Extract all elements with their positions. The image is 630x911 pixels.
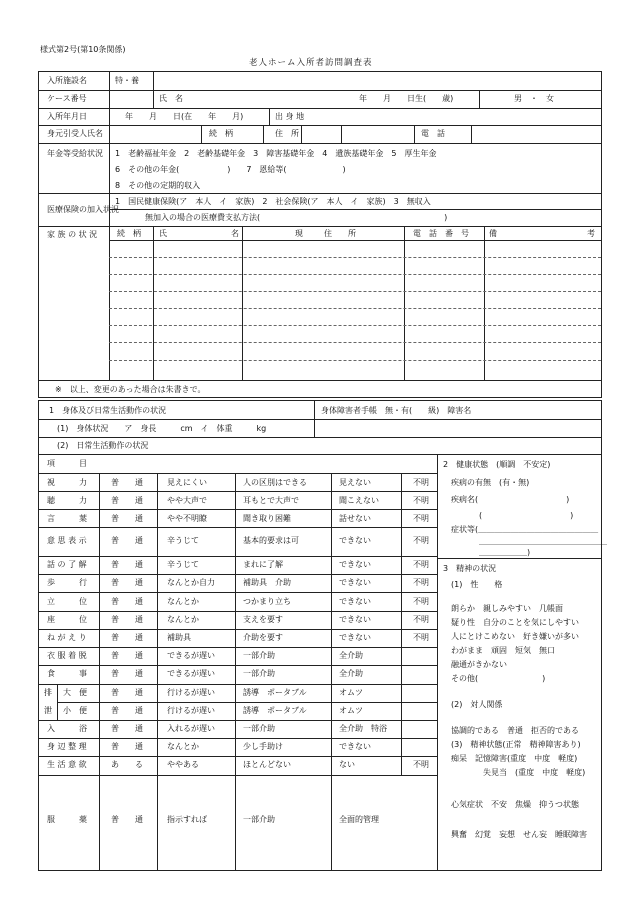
adl-row-1-c1: 普 通 [111,496,143,505]
facility-value: 特・養 [115,76,139,85]
adl-row-6-item: 立 位 [47,597,87,606]
disorientation: 失見当 (重度 中度 軽度) [483,768,586,777]
disease-presence: 疾病の有無 (有・無) [451,478,530,487]
item-header: 項 目 [47,459,87,468]
adl-row-1-c4: 聞こえない [339,496,379,505]
adl-row-13-item: 入 浴 [47,724,87,733]
name-label: 氏 名 [159,94,183,103]
adl-row-6-c4: できない [339,597,371,606]
adl-row-9-item: 衣 服 着 脱 [47,651,87,660]
adl-row-12-c3: 誘導 ポータブル [243,706,307,715]
adl-row-6-c2: なんとか [167,597,199,606]
adl-row-1-item: 聴 力 [47,496,87,505]
medication-c4: 全面的管理 [339,815,379,824]
personality-3: 人にとけこめない 好き嫌いが多い [451,632,579,641]
birth-date-field: 年 月 日生( 歳) [359,94,454,103]
adl-row-10-item: 食 事 [47,669,87,678]
birthplace-label: 出 身 地 [275,112,305,121]
adl-row-2-item: 言 葉 [47,514,87,523]
medication-item: 服 薬 [47,815,87,824]
adl-row-10-c4: 全介助 [339,669,363,678]
admission-value: 年 月 日(在 年 月) [125,112,244,121]
adl-row-3-c2: 辛うじて [167,536,199,545]
disability-handbook: 身体障害者手帳 無・有( 級) 障害名 [321,406,472,415]
adl-row-15-c4: ない [339,760,355,769]
pension-options-1: 1 老齢福祉年金 2 老齢基礎年金 3 障害基礎年金 4 遺族基礎年金 5 厚生年金 [115,149,437,158]
adl-row-13-c1: 普 通 [111,724,143,733]
family-col-address-b: 住 [324,229,332,238]
adl-row-13-c4: 全介助 特浴 [339,724,387,733]
adl-row-8-c3: 介助を要す [243,633,283,642]
personality-title: (1) 性 格 [451,580,503,589]
adl-row-15-c5: 不明 [413,760,429,769]
adl-row-5-c5: 不明 [413,578,429,587]
insurance-options-2: 無加入の場合の医療費支払方法( ) [145,213,448,222]
top-info-table [38,71,602,398]
case-number-label: ケース番号 [47,94,87,103]
adl-row-14-c2: なんとか [167,742,199,751]
adl-row-8-c5: 不明 [413,633,429,642]
guarantor-label: 身元引受人氏名 [47,129,103,138]
adl-row-2-c3: 聞き取り困難 [243,514,291,523]
adl-row-2-c4: 話せない [339,514,371,523]
adl-row-3-c5: 不明 [413,536,429,545]
adl-row-8-c2: 補助具 [167,633,191,642]
symptoms-line-1: ＿＿＿＿＿＿＿＿＿＿＿＿＿＿＿＿ [479,537,607,546]
relation-label: 続 柄 [209,129,233,138]
adl-row-8-item: ね が え り [47,633,87,642]
adl-row-15-item: 生 活 意 欲 [47,760,87,769]
adl-row-0-c5: 不明 [413,478,429,487]
adl-row-11-c4: オムツ [339,688,363,697]
adl-row-0-c4: 見えない [339,478,371,487]
adl-row-9-c2: できるが遅い [167,651,215,660]
adl-row-15-c1: あ る [111,760,143,769]
excretion-label-a: 排 [44,688,52,697]
body-status: (1) 身体状況 ア 身長 cm イ 体重 kg [57,424,267,433]
adl-row-13-c3: 一部介助 [243,724,275,733]
excretion-label-b: 泄 [44,706,52,715]
adl-row-2-c5: 不明 [413,514,429,523]
dementia-memory: 痴呆 記憶障害(重度 中度 軽度) [451,754,578,763]
family-label: 家 族 の 状 況 [47,230,98,239]
personality-6: その他( ) [451,674,546,683]
adl-row-12-c4: オムツ [339,706,363,715]
adl-row-2-c2: やや不明瞭 [167,514,207,523]
adl-row-11-c2: 行けるが遅い [167,688,215,697]
hypochondria: 心気症状 不安 焦燥 抑うつ状態 [451,800,579,809]
adl-row-10-c3: 一部介助 [243,669,275,678]
symptoms: 症状等(＿＿＿＿＿＿＿＿＿＿＿＿＿＿＿ [451,525,599,534]
adl-row-6-c3: つかまり立ち [243,597,291,606]
adl-row-5-c4: できない [339,578,371,587]
health-title: 2 健康状態 (順調 不安定) [443,460,551,469]
adl-row-1-c5: 不明 [413,496,429,505]
family-col-relation: 続 柄 [117,229,141,238]
adl-row-7-c1: 普 通 [111,615,143,624]
adl-row-0-item: 視 力 [47,478,87,487]
family-col-name-a: 氏 [159,229,167,238]
adl-row-11-c3: 誘導 ポータブル [243,688,307,697]
facility-label: 入所施設名 [47,76,87,85]
family-col-note-a: 備 [489,229,497,238]
adl-row-6-c5: 不明 [413,597,429,606]
family-col-name-b: 名 [231,229,239,238]
address-label: 住 所 [275,129,299,138]
adl-row-10-c2: できるが遅い [167,669,215,678]
gender-field: 男 ・ 女 [514,94,554,103]
family-col-note-b: 考 [587,229,595,238]
adl-row-14-c3: 少し手助け [243,742,283,751]
adl-row-15-c2: ややある [167,760,199,769]
adl-row-0-c2: 見えにくい [167,478,207,487]
adl-row-9-c3: 一部介助 [243,651,275,660]
adl-row-7-c4: できない [339,615,371,624]
adl-row-14-c4: できない [339,742,371,751]
adl-row-4-c2: 辛うじて [167,560,199,569]
adl-row-13-c2: 入れるが遅い [167,724,215,733]
personality-1: 朗らか 親しみやすい 几帳面 [451,604,563,613]
adl-row-8-c1: 普 通 [111,633,143,642]
medication-c3: 一部介助 [243,815,275,824]
relations-title: (2) 対人関係 [451,700,503,709]
adl-row-4-c3: まれに了解 [243,560,283,569]
adl-row-5-c2: なんとか自力 [167,578,215,587]
adl-row-11-item: 大 便 [63,688,87,697]
adl-row-4-c5: 不明 [413,560,429,569]
relations-1: 協調的である 普通 拒否的である [451,726,579,735]
insurance-options-1: 1 国民健康保険(ア 本人 イ 家族) 2 社会保険(ア 本人 イ 家族) 3 無収入 [115,197,431,206]
adl-row-5-c3: 補助具 介助 [243,578,291,587]
adl-row-7-c5: 不明 [413,615,429,624]
mental-title: 3 精神の状況 [443,564,497,573]
adl-row-12-item: 小 便 [63,706,87,715]
adl-row-5-item: 歩 行 [47,578,87,587]
phone-label: 電 話 [421,129,445,138]
adl-row-8-c4: できない [339,633,371,642]
adl-row-4-c1: 普 通 [111,560,143,569]
pension-options-3: 8 その他の定期的収入 [115,181,201,190]
medication-c1: 普 通 [111,815,143,824]
adl-row-7-c2: なんとか [167,615,199,624]
form-number: 様式第2号(第10条関係) [40,45,126,54]
adl-row-1-c3: 耳もとで大声で [243,496,299,505]
adl-row-3-c1: 普 通 [111,536,143,545]
adl-row-0-c3: 人の区別はできる [243,478,307,487]
adl-row-2-c1: 普 通 [111,514,143,523]
personality-2: 疑り性 自分のことを気にしやすい [451,618,579,627]
family-col-address-c: 所 [348,229,356,238]
family-col-phone: 電 話 番 号 [413,229,469,238]
disease-name: 疾病名( ) [451,495,570,504]
adl-row-0-c1: 普 通 [111,478,143,487]
adl-row-1-c2: やや大声で [167,496,207,505]
personality-4: わがまま 頑固 短気 無口 [451,646,555,655]
adl-row-9-c4: 全介助 [339,651,363,660]
personality-5: 融通がきかない [451,660,507,669]
adl-row-3-item: 意 思 表 示 [47,536,87,545]
family-note: ※ 以上、変更のあった場合は朱書きで。 [55,385,206,394]
adl-row-4-c4: できない [339,560,371,569]
adl-row-10-c1: 普 通 [111,669,143,678]
page-title: 老人ホーム入所者訪問調査表 [249,58,373,68]
adl-row-9-c1: 普 通 [111,651,143,660]
adl-row-15-c3: ほとんどない [243,760,291,769]
adl-row-4-item: 話 の 了 解 [47,560,87,569]
adl-row-12-c2: 行けるが遅い [167,706,215,715]
adl-row-7-c3: 支えを要す [243,615,283,624]
symptoms-line-2: ＿＿＿＿＿＿) [479,548,531,557]
adl-row-3-c4: できない [339,536,371,545]
adl-table [38,400,607,871]
adl-row-14-item: 身 辺 整 理 [47,742,87,751]
pension-label: 年金等受給状況 [47,149,103,158]
adl-row-6-c1: 普 通 [111,597,143,606]
adl-row-5-c1: 普 通 [111,578,143,587]
adl-row-3-c3: 基本的要求は可 [243,536,299,545]
pension-options-2: 6 その他の年金( ) 7 恩給等( ) [115,165,346,174]
section1-title: 1 身体及び日常生活動作の状況 [49,406,167,415]
adl-row-11-c1: 普 通 [111,688,143,697]
family-col-address-a: 現 [295,229,303,238]
adl-row-14-c1: 普 通 [111,742,143,751]
admission-label: 入所年月日 [47,112,87,121]
adl-row-12-c1: 普 通 [111,706,143,715]
excitement: 興奮 幻覚 妄想 せん妄 睡眠障害 [451,830,587,839]
disease-name-extra: ( ) [479,511,574,520]
mental-state: (3) 精神状態(正常 精神障害あり) [451,740,581,749]
medication-c2: 指示すれば [167,815,207,824]
adl-row-7-item: 座 位 [47,615,87,624]
insurance-label: 医療保険の加入状況 [47,205,119,214]
daily-activities-title: (2) 日常生活動作の状況 [57,441,149,450]
